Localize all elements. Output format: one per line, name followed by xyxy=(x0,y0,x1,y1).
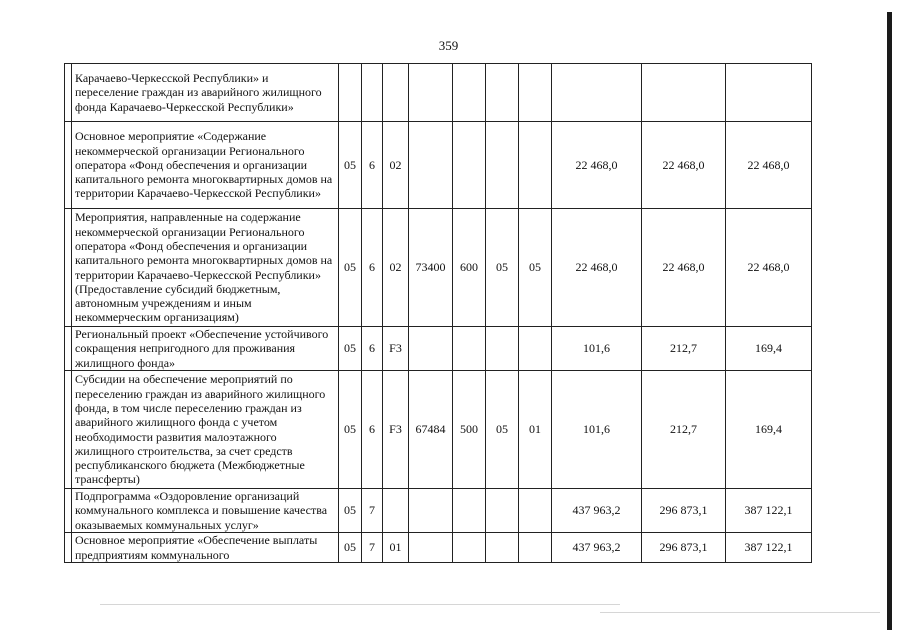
programma-cell: 02 xyxy=(383,122,409,209)
row-name: Основное мероприятие «Обеспечение выплаты предприятиям коммунального xyxy=(72,533,339,563)
sum-year1-cell: 22 468,0 xyxy=(552,122,642,209)
table-row xyxy=(65,489,812,533)
sum-year3-cell: 387 122,1 xyxy=(726,489,812,533)
programma-cell: 02 xyxy=(383,209,409,327)
row-margin-cell xyxy=(65,327,72,371)
glava-cell xyxy=(486,489,519,533)
napravlenie-cell: 73400 xyxy=(409,209,453,327)
sum-year2-cell xyxy=(642,64,726,122)
row-name: Региональный проект «Обеспечение устойчивого сокращения непригодного для проживания жилищного фонда» xyxy=(72,327,339,371)
table-row xyxy=(65,64,812,122)
row-margin-cell xyxy=(65,122,72,209)
kod-cell xyxy=(519,533,552,563)
sum-year2-cell: 212,7 xyxy=(642,371,726,489)
sum-year1-cell: 437 963,2 xyxy=(552,489,642,533)
sum-year1-cell: 101,6 xyxy=(552,327,642,371)
sum-year2-cell: 296 873,1 xyxy=(642,489,726,533)
sum-year2-cell: 22 468,0 xyxy=(642,209,726,327)
sum-year1-cell: 437 963,2 xyxy=(552,533,642,563)
sum-year3-cell: 169,4 xyxy=(726,371,812,489)
row-margin-cell xyxy=(65,64,72,122)
podrazdel-cell: 6 xyxy=(362,209,383,327)
programma-cell: 01 xyxy=(383,533,409,563)
programma-cell xyxy=(383,489,409,533)
napravlenie-cell xyxy=(409,64,453,122)
sum-year1-cell: 22 468,0 xyxy=(552,209,642,327)
programma-cell: F3 xyxy=(383,371,409,489)
vid-cell: 600 xyxy=(453,209,486,327)
razdel-cell: 05 xyxy=(339,371,362,489)
podrazdel-cell: 6 xyxy=(362,327,383,371)
kod-cell xyxy=(519,489,552,533)
programma-cell: F3 xyxy=(383,327,409,371)
glava-cell: 05 xyxy=(486,371,519,489)
row-margin-cell xyxy=(65,371,72,489)
row-name: Основное мероприятие «Содержание некоммерческой организации Регионального оператора «Фонд обеспечения и организации капитального ремонта многоквартирных домов на территории Карачаево-Черкесской Республики» xyxy=(72,122,339,209)
razdel-cell: 05 xyxy=(339,327,362,371)
kod-cell xyxy=(519,327,552,371)
row-name: Подпрограмма «Оздоровление организаций коммунального комплекса и повышение качества оказываемых коммунальных услуг» xyxy=(72,489,339,533)
table-row xyxy=(65,371,812,489)
programma-cell xyxy=(383,64,409,122)
budget-table xyxy=(64,63,812,563)
razdel-cell: 05 xyxy=(339,209,362,327)
vid-cell xyxy=(453,489,486,533)
sum-year3-cell: 22 468,0 xyxy=(726,122,812,209)
vid-cell xyxy=(453,533,486,563)
podrazdel-cell: 6 xyxy=(362,122,383,209)
podrazdel-cell: 7 xyxy=(362,533,383,563)
vid-cell xyxy=(453,327,486,371)
podrazdel-cell xyxy=(362,64,383,122)
page-number: 359 xyxy=(438,38,459,53)
glava-cell xyxy=(486,327,519,371)
scan-artifact-line xyxy=(600,612,880,613)
razdel-cell xyxy=(339,64,362,122)
glava-cell xyxy=(486,533,519,563)
kod-cell: 01 xyxy=(519,371,552,489)
sum-year3-cell: 387 122,1 xyxy=(726,533,812,563)
vid-cell xyxy=(453,64,486,122)
kod-cell xyxy=(519,122,552,209)
row-name: Мероприятия, направленные на содержание некоммерческой организации Регионального оператора «Фонд обеспечения и организации капитального ремонта многоквартирных домов на территории Карачаево-Черкесской Республики» (Предоставление субсидий бюджетным, автономным учреждениям и иным некоммерческим организациям) xyxy=(72,209,339,327)
napravlenie-cell xyxy=(409,122,453,209)
razdel-cell: 05 xyxy=(339,489,362,533)
napravlenie-cell xyxy=(409,489,453,533)
sum-year1-cell xyxy=(552,64,642,122)
glava-cell xyxy=(486,64,519,122)
vid-cell: 500 xyxy=(453,371,486,489)
podrazdel-cell: 7 xyxy=(362,489,383,533)
sum-year2-cell: 212,7 xyxy=(642,327,726,371)
sum-year1-cell: 101,6 xyxy=(552,371,642,489)
sum-year2-cell: 296 873,1 xyxy=(642,533,726,563)
glava-cell xyxy=(486,122,519,209)
sum-year3-cell xyxy=(726,64,812,122)
row-name: Карачаево-Черкесской Республики» и переселение граждан из аварийного жилищного фонда Карачаево-Черкесской Республики» xyxy=(72,64,339,122)
row-margin-cell xyxy=(65,533,72,563)
glava-cell: 05 xyxy=(486,209,519,327)
row-margin-cell xyxy=(65,489,72,533)
sum-year3-cell: 22 468,0 xyxy=(726,209,812,327)
scan-edge-bar xyxy=(887,12,892,630)
napravlenie-cell xyxy=(409,327,453,371)
table-row xyxy=(65,122,812,209)
kod-cell xyxy=(519,64,552,122)
razdel-cell: 05 xyxy=(339,533,362,563)
napravlenie-cell xyxy=(409,533,453,563)
podrazdel-cell: 6 xyxy=(362,371,383,489)
vid-cell xyxy=(453,122,486,209)
sum-year2-cell: 22 468,0 xyxy=(642,122,726,209)
table-row xyxy=(65,533,812,563)
napravlenie-cell: 67484 xyxy=(409,371,453,489)
table-row xyxy=(65,209,812,327)
row-name: Субсидии на обеспечение мероприятий по переселению граждан из аварийного жилищного фонда, в том числе переселению граждан из аварийного жилищного фонда с учетом необходимости развития малоэтажного жилищного строительства, за счет средств республиканского бюджета (Межбюджетные трансферты) xyxy=(72,371,339,489)
razdel-cell: 05 xyxy=(339,122,362,209)
row-margin-cell xyxy=(65,209,72,327)
kod-cell: 05 xyxy=(519,209,552,327)
sum-year3-cell: 169,4 xyxy=(726,327,812,371)
table-row xyxy=(65,327,812,371)
scan-artifact-line xyxy=(100,604,620,605)
